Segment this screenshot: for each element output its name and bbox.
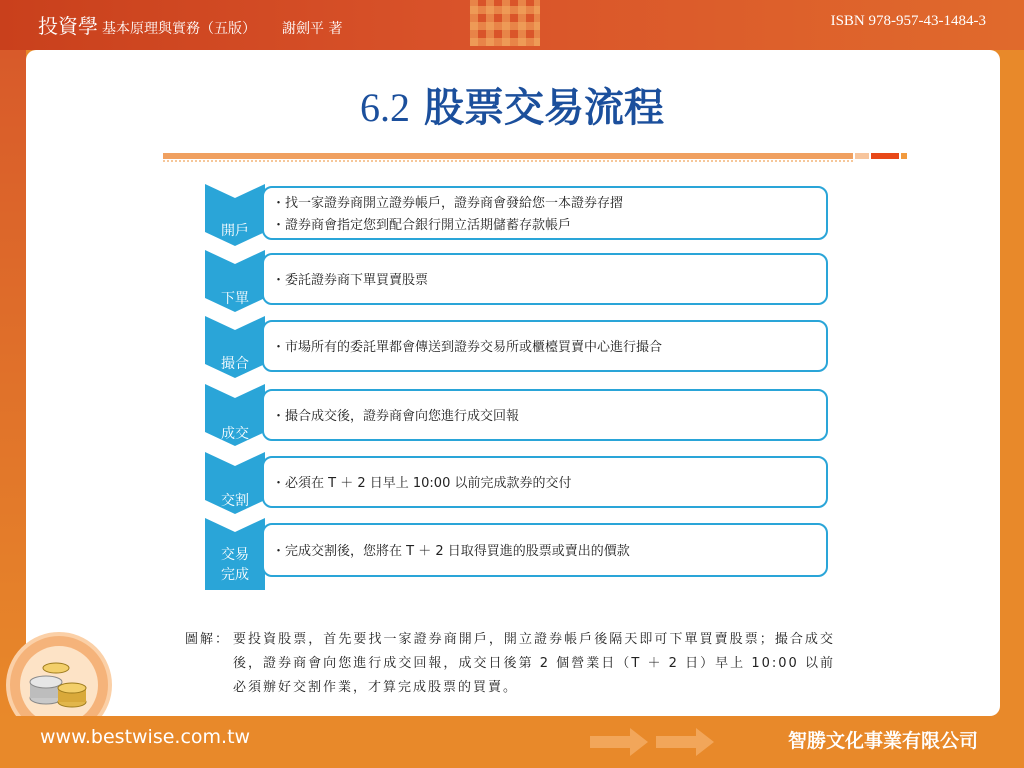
flow-step-box xyxy=(262,186,828,240)
flow-step-label xyxy=(205,289,265,309)
flow-step-label-line: 交割 xyxy=(221,493,249,509)
flow-step-label-line: 下單 xyxy=(221,291,249,307)
footer-arrows-icon xyxy=(590,722,750,762)
flow-step-text: ・必須在 T ＋ 2 日早上 10:00 以前完成款券的交付 xyxy=(272,476,572,491)
coins-logo-inner xyxy=(20,646,98,724)
book-subtitle: 基本原理與實務（五版） xyxy=(102,21,256,37)
flow-step-box xyxy=(262,456,828,508)
flow-step-label-line: 完成 xyxy=(221,567,249,583)
note-prefix: 圖解： xyxy=(185,632,231,647)
flow-step-text: ・委託證券商下單買賣股票 xyxy=(272,273,429,288)
flow-step-text: ・撮合成交後，證券商會向您進行成交回報 xyxy=(272,409,520,424)
flow-step-label-line: 交易 xyxy=(221,547,249,563)
footer-company: 智勝文化事業有限公司 xyxy=(787,730,978,752)
slide-title-text: 股票交易流程 xyxy=(423,84,664,131)
isbn-label: ISBN 978-957-43-1484-3 xyxy=(830,13,986,29)
flow-step-label xyxy=(205,424,265,444)
flow-step-label-line: 撮合 xyxy=(221,356,249,372)
flow-step-box xyxy=(262,523,828,577)
flow-step-box xyxy=(262,389,828,441)
flow-step-text: ・完成交割後，您將在 T ＋ 2 日取得買進的股票或賣出的價款 xyxy=(272,544,630,559)
book-author: 謝劍平 著 xyxy=(282,21,343,37)
flow-step-label xyxy=(205,545,265,585)
flow-step-text: ・找一家證券商開立證券帳戶，證券商會發給您一本證券存摺 xyxy=(272,196,624,211)
flow-step-label xyxy=(205,354,265,374)
flow-step-label-line: 開戶 xyxy=(221,223,249,239)
flow-step-box xyxy=(262,320,828,372)
flow-step-text: ・市場所有的委託單都會傳送到證券交易所或櫃檯買賣中心進行撮合 xyxy=(272,340,663,355)
note-text: 要投資股票，首先要找一家證券商開戶，開立證券帳戶後隔天即可下單買賣股票；撮合成交後，證券商會向您進行成交回報，成交日後第 2 個營業日（T ＋ 2 日）早上 10:00 以前必須辦好交割作業，才算完成股票的買賣。 xyxy=(233,632,835,695)
flow-step-label xyxy=(205,221,265,241)
slide-title-number: 6.2 xyxy=(360,85,411,130)
flow-step-text: ・證券商會指定您到配合銀行開立活期儲蓄存款帳戶 xyxy=(272,218,572,233)
book-title-main: 投資學 xyxy=(38,14,98,38)
footer-website: www.bestwise.com.tw xyxy=(40,726,251,748)
diagram-note xyxy=(185,628,835,700)
coin-stack-icon xyxy=(20,646,98,724)
flow-step-label xyxy=(205,491,265,511)
flow-step-box xyxy=(262,253,828,305)
flow-step-label-line: 成交 xyxy=(221,426,249,442)
